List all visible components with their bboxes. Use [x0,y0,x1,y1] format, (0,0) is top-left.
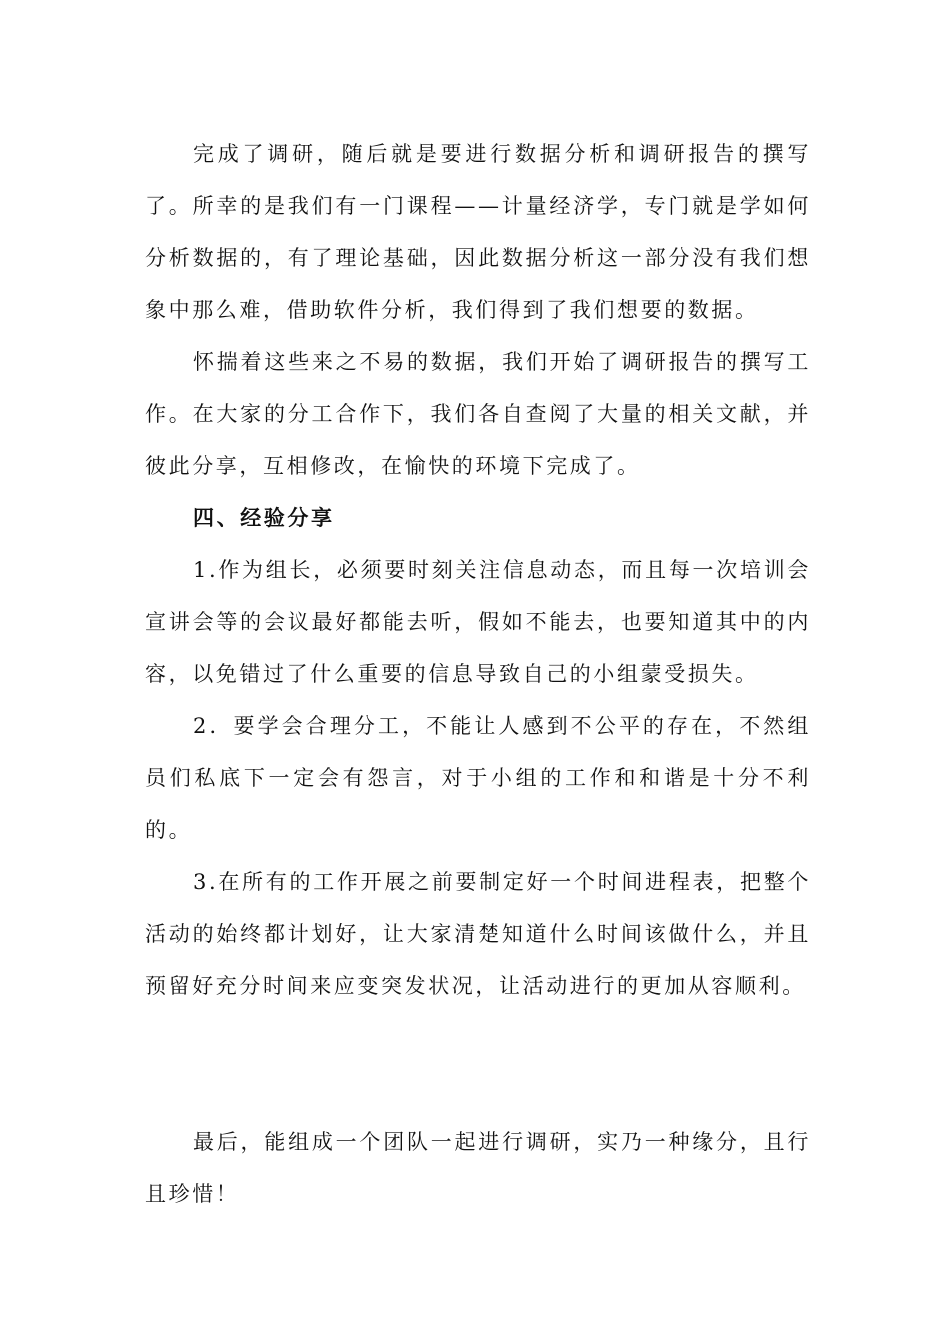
document-body [145,128,811,1220]
experience-item-2: 2．要学会合理分工，不能让人感到不公平的存在，不然组员们私底下一定会有怨言，对于小组的工作和和谐是十分不利的。 [145,714,811,842]
section-heading: 四、经验分享 [193,506,335,530]
experience-item-1: 1.作为组长，必须要时刻关注信息动态，而且每一次培训会宣讲会等的会议最好都能去听，假如不能去，也要知道其中的内容，以免错过了什么重要的信息导致自己的小组蒙受损失。 [145,558,811,686]
blank-space [145,1012,811,1116]
paragraph-report-writing: 怀揣着这些来之不易的数据，我们开始了调研报告的撰写工作。在大家的分工合作下，我们各自查阅了大量的相关文献，并彼此分享，互相修改，在愉快的环境下完成了。 [145,350,811,478]
closing-paragraph: 最后，能组成一个团队一起进行调研，实乃一种缘分，且行且珍惜！ [145,1130,811,1206]
paragraph-data-analysis: 完成了调研，随后就是要进行数据分析和调研报告的撰写了。所幸的是我们有一门课程——计量经济学，专门就是学如何分析数据的，有了理论基础，因此数据分析这一部分没有我们想象中那么难，借助软件分析，我们得到了我们想要的数据。 [145,142,811,322]
experience-item-3: 3.在所有的工作开展之前要制定好一个时间进程表，把整个活动的始终都计划好，让大家清楚知道什么时间该做什么，并且预留好充分时间来应变突发状况，让活动进行的更加从容顺利。 [145,870,811,998]
